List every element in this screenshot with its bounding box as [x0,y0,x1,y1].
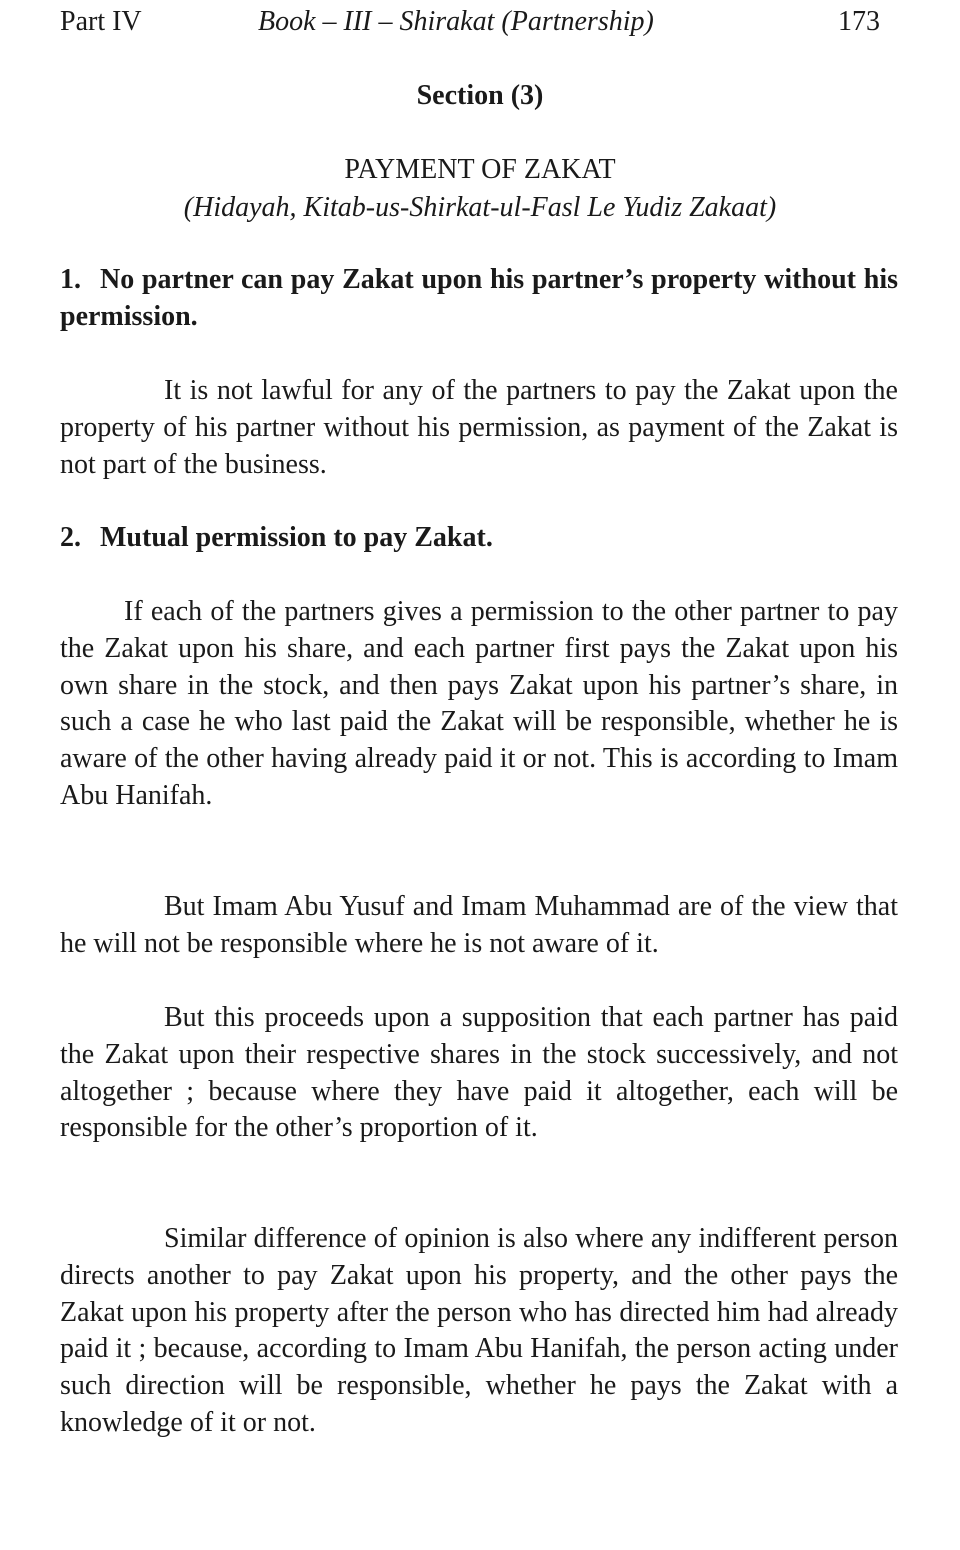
paragraph: Similar difference of opinion is also where any indifferent person directs another to pay Zakat upon his property, and the other pays the Zakat upon his property after the person who has directed him had already paid it ; because, according to Imam Abu Hanifah, the person acting under such direction will be responsible, whether he pays the Zakat with a knowledge of it or not. [60,1223,898,1438]
paragraph: But Imam Abu Yusuf and Imam Muhammad are of the view that he will not be responsible where he is not aware of it. [60,891,898,959]
part-label: Part IV [60,6,142,37]
chapter-subtitle: (Hidayah, Kitab-us-Shirkat-ul-Fasl Le Yudiz Zakaat) [183,192,777,223]
paragraph: If each of the partners gives a permission to the other partner to pay the Zakat upon his share, and each partner first pays the Zakat upon his own share in the stock, and then pays Zakat upon his partner’s share, in such a case he who last paid the Zakat will be responsible, whether he is aware of the other having already paid it or not. This is according to Imam Abu Hanifah. [60,596,898,811]
section-label: Section (3) [416,80,544,111]
rule-heading-1 [60,262,898,335]
rule-heading-text: Mutual permission to pay Zakat. [100,522,493,553]
rule-heading-2 [60,520,898,557]
rule-heading-text: No partner can pay Zakat upon his partner’s property without his permission. [60,264,898,332]
page-number: 173 [838,6,880,37]
book-title: Book – III – Shirakat (Partnership) [258,6,654,37]
paragraph: It is not lawful for any of the partners to pay the Zakat upon the property of his partner without his permission, as payment of the Zakat is not part of the business. [60,375,898,480]
running-head [60,4,880,40]
rule-number: 2. [60,522,81,553]
paragraph: But this proceeds upon a supposition that each partner has paid the Zakat upon their respective shares in the stock successively, and not altogether ; because where they have paid it altogether, each will be responsible for the other’s proportion of it. [60,1002,898,1144]
chapter-title: PAYMENT OF ZAKAT [344,154,616,185]
rule-number: 1. [60,264,81,295]
